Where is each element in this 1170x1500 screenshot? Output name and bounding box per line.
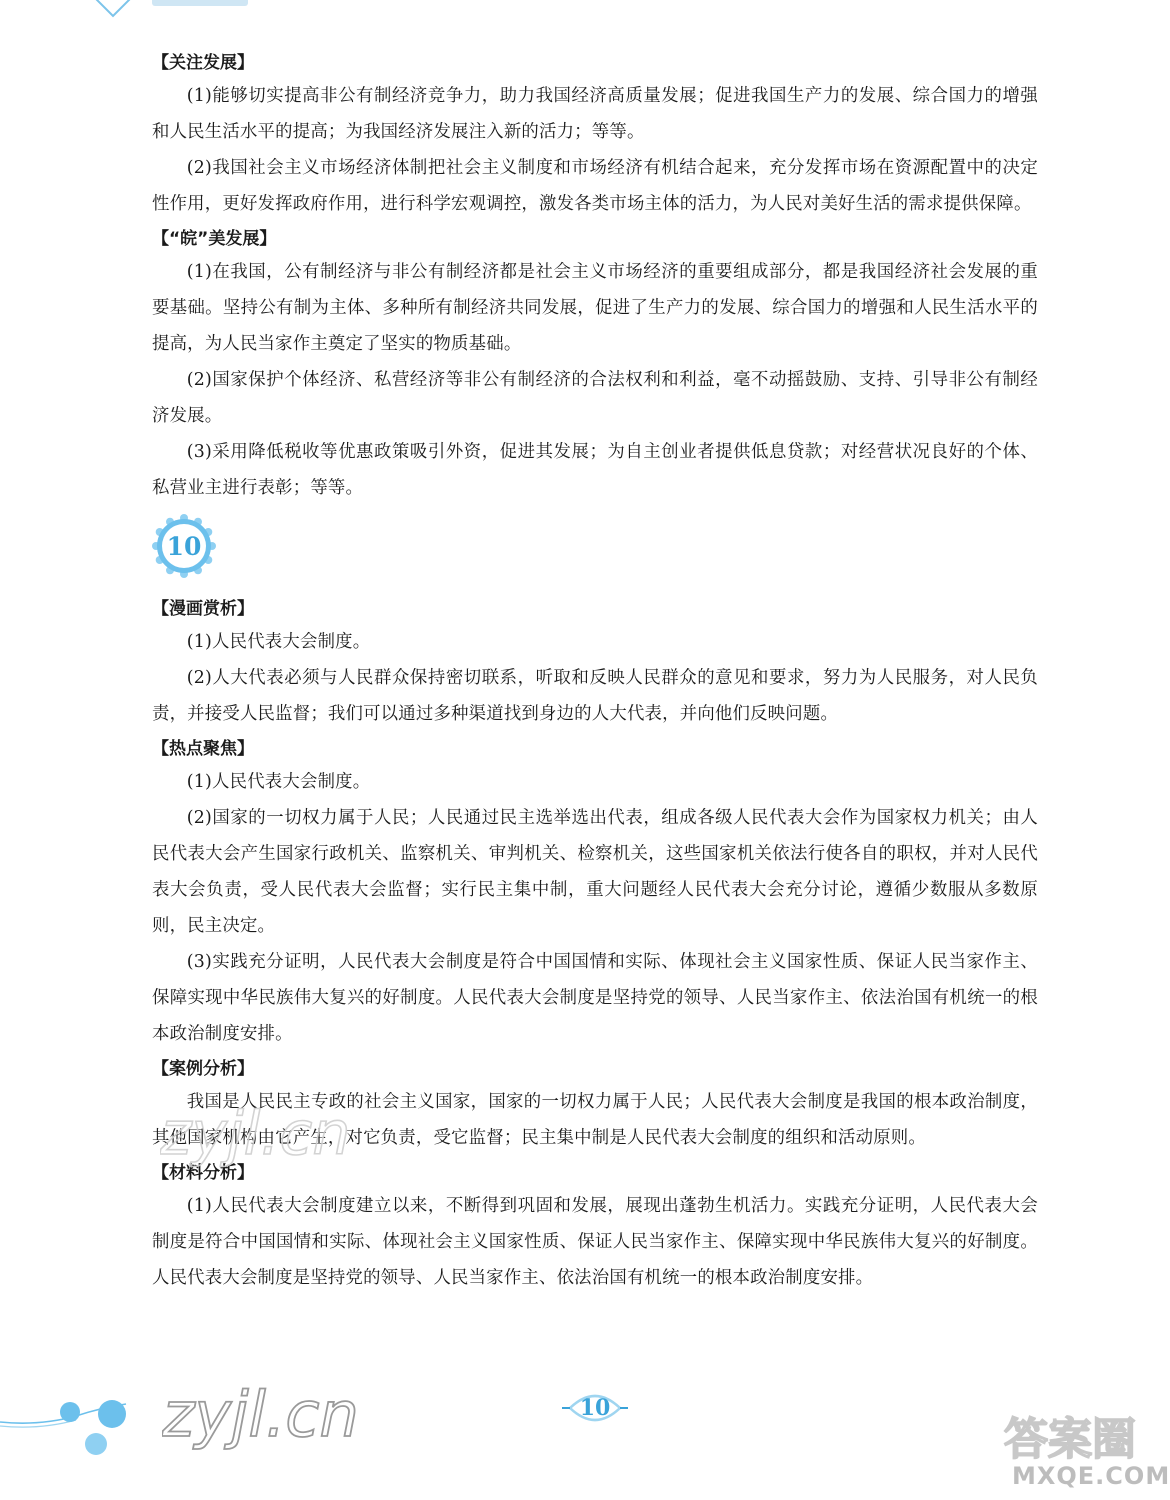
- section-heading: 【热点聚焦】: [152, 739, 254, 759]
- corner-url: MXQE.COM: [1012, 1462, 1170, 1490]
- page-number: [562, 1386, 628, 1430]
- section-heading: 【关注发展】: [152, 53, 254, 73]
- section-group-1: [152, 48, 1038, 506]
- section-heading: 【“皖”美发展】: [152, 229, 277, 249]
- footer-dots-decoration: [0, 1386, 140, 1466]
- section-heading: 【材料分析】: [152, 1163, 254, 1183]
- answer-paragraph: (1)在我国，公有制经济与非公有制经济都是社会主义市场经济的重要组成部分，都是我国经济社会发展的重要基础。坚持公有制为主体、多种所有制经济共同发展，促进了生产力的发展、综合国力的增强和人民生活水平的提高，为人民当家作主奠定了坚实的物质基础。: [152, 262, 1038, 354]
- answer-paragraph: (1)人民代表大会制度建立以来，不断得到巩固和发展，展现出蓬勃生机活力。实践充分证明，人民代表大会制度是符合中国国情和实际、体现社会主义国家性质、保证人民当家作主、保障实现中华民族伟大复兴的好制度。人民代表大会制度是坚持党的领导、人民当家作主、依法治国有机统一的根本政治制度安排。: [152, 1196, 1038, 1288]
- header-bar-decoration: [152, 0, 248, 6]
- answer-paragraph: (2)人大代表必须与人民群众保持密切联系，听取和反映人民群众的意见和要求，努力为人民服务，对人民负责，并接受人民监督；我们可以通过多种渠道找到身边的人大代表，并向他们反映问题。: [152, 668, 1038, 724]
- answer-paragraph: (1)能够切实提高非公有制经济竞争力，助力我国经济高质量发展；促进我国生产力的发展、综合国力的增强和人民生活水平的提高；为我国经济发展注入新的活力；等等。: [152, 86, 1038, 142]
- answer-paragraph: (3)实践充分证明，人民代表大会制度是符合中国国情和实际、体现社会主义国家性质、保证人民当家作主、保障实现中华民族伟大复兴的好制度。人民代表大会制度是坚持党的领导、人民当家作主、依法治国有机统一的根本政治制度安排。: [152, 952, 1038, 1044]
- lesson-badge: [152, 506, 1038, 592]
- answer-paragraph: (3)采用降低税收等优惠政策吸引外资，促进其发展；为自主创业者提供低息贷款；对经营状况良好的个体、私营业主进行表彰；等等。: [152, 442, 1038, 498]
- lesson-number: 10: [166, 532, 202, 561]
- svg-text:答案圈: 答案圈: [1004, 1414, 1136, 1465]
- answer-paragraph: (2)国家的一切权力属于人民；人民通过民主选举选出代表，组成各级人民代表大会作为国家权力机关；由人民代表大会产生国家行政机关、监察机关、审判机关、检察机关，这些国家机关依法行使各自的职权，并对人民代表大会负责，受人民代表大会监督；实行民主集中制，重大问题经人民代表大会充分讨论，遵循少数服从多数原则，民主决定。: [152, 808, 1038, 936]
- answer-paragraph: (1)人民代表大会制度。: [186, 632, 371, 652]
- answer-paragraph: (2)国家保护个体经济、私营经济等非公有制经济的合法权利和利益，毫不动摇鼓励、支持、引导非公有制经济发展。: [152, 370, 1038, 426]
- section-heading: 【案例分析】: [152, 1059, 254, 1079]
- watermark-footer: [162, 1370, 392, 1458]
- lesson-number-badge-icon: [152, 514, 216, 578]
- answer-paragraph: (1)人民代表大会制度。: [186, 772, 371, 792]
- watermark-mid: [160, 1092, 390, 1172]
- section-group-2: [152, 594, 1038, 1296]
- section-heading: 【漫画赏析】: [152, 599, 254, 619]
- page-number-text: 10: [579, 1395, 611, 1421]
- answer-paragraph: (2)我国社会主义市场经济体制把社会主义制度和市场经济有机结合起来，充分发挥市场在资源配置中的决定性作用，更好发挥政府作用，进行科学宏观调控，激发各类市场主体的活力，为人民对美好生活的需求提供保障。: [152, 158, 1038, 214]
- answer-paragraph: 我国是人民民主专政的社会主义国家，国家的一切权力属于人民；人民代表大会制度是我国的根本政治制度，其他国家机构由它产生，对它负责，受它监督；民主集中制是人民代表大会制度的组织和活动原则。: [152, 1092, 1038, 1148]
- svg-text:zyjl.cn: zyjl.cn: [162, 1378, 359, 1451]
- svg-text:zyjl.cn: zyjl.cn: [160, 1099, 351, 1169]
- corner-diamond-decoration: [95, 0, 132, 17]
